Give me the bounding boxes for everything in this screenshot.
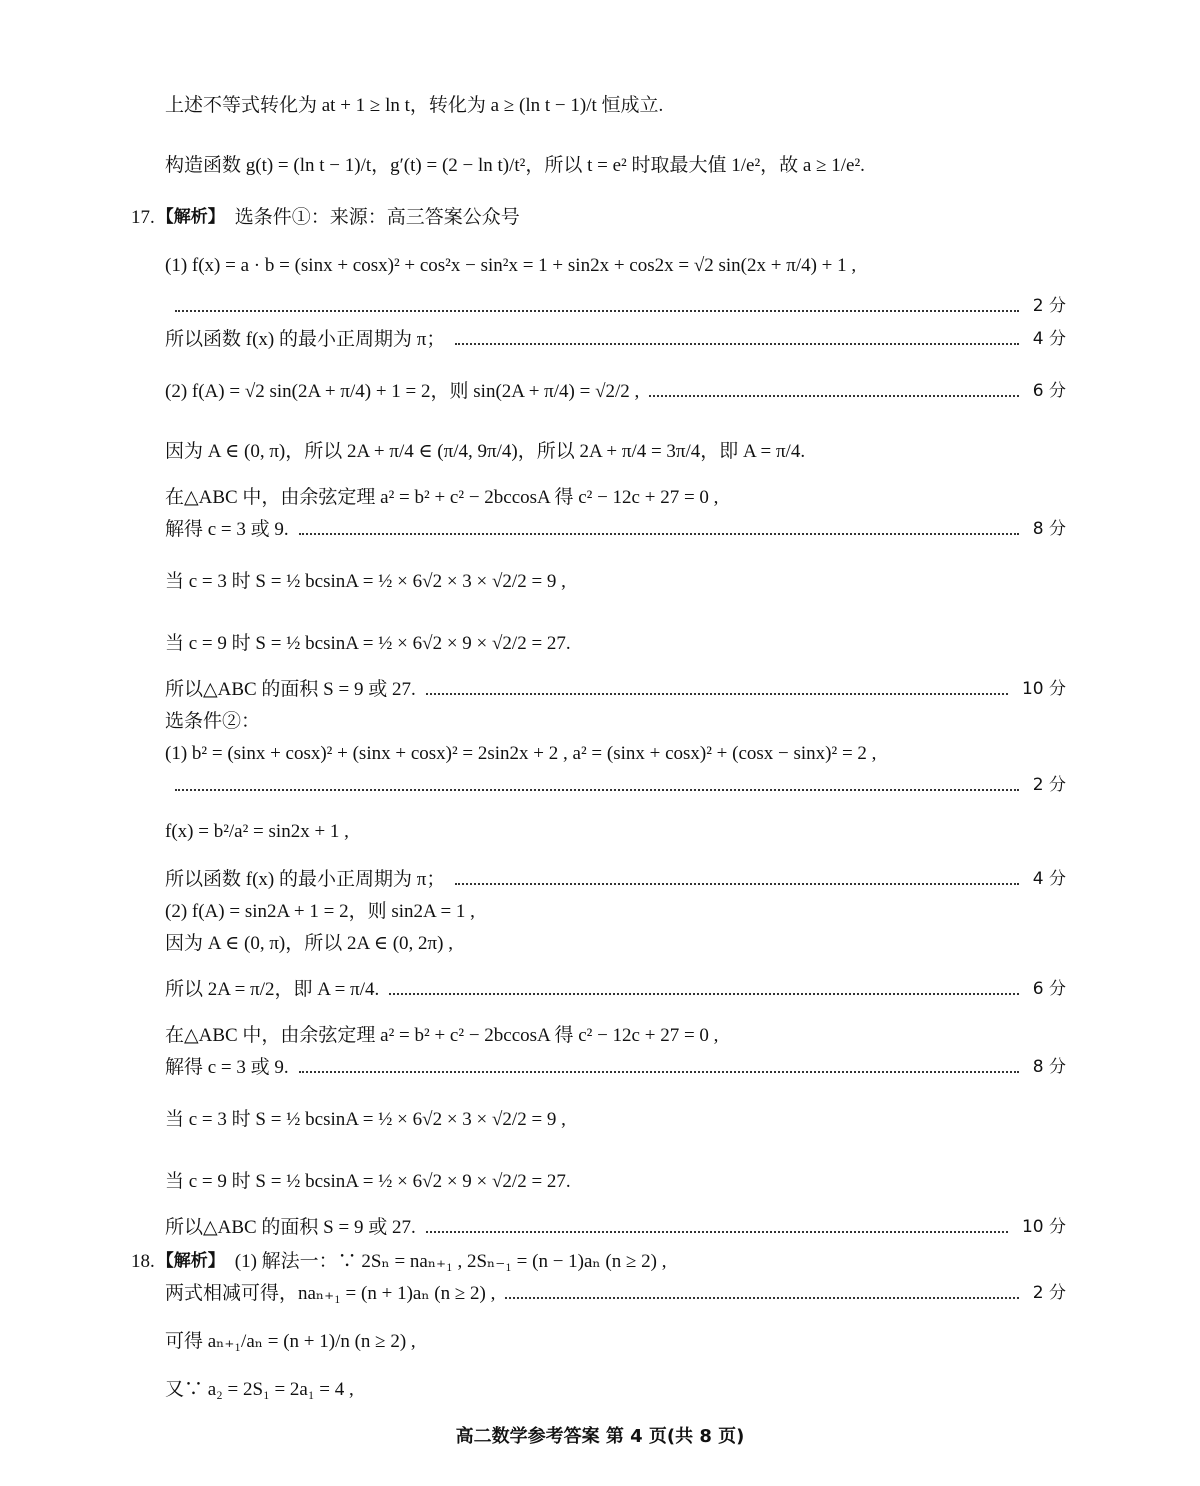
line-text: (1) f(x) = a · b = (sinx + cosx)² + cos²x − sin²x = 1 + sin2x + cos2x = √2 sin(2x + π/4) + 1 , xyxy=(165,255,857,276)
answer-line xyxy=(165,330,1066,349)
score-label: 4 分 xyxy=(1032,329,1066,349)
answer-line xyxy=(165,980,1066,999)
line-text: 解得 c = 3 或 9. xyxy=(165,1057,289,1078)
score-label: 6 分 xyxy=(1032,979,1066,999)
answer-line xyxy=(165,870,1066,889)
answer-line xyxy=(165,634,1066,653)
dot-leader xyxy=(389,992,1018,995)
dot-leader xyxy=(455,342,1018,345)
question-header-line xyxy=(131,1252,1066,1271)
line-text: f(x) = b²/a² = sin2x + 1 , xyxy=(165,821,349,842)
score-label: 2 分 xyxy=(1032,296,1066,316)
line-text: 选条件②： xyxy=(165,711,261,732)
line-text: 所以 2A = π/2，即 A = π/4. xyxy=(165,979,380,1000)
line-text: (1) 解法一：∵ 2Sₙ = naₙ₊₁ , 2Sₙ₋₁ = (n − 1)aₙ (n ≥ 2) , xyxy=(234,1251,667,1272)
answer-line xyxy=(165,96,1066,115)
question-number: 18. xyxy=(131,1251,155,1272)
answer-line xyxy=(165,382,1066,401)
score-label: 10 分 xyxy=(1021,679,1066,699)
answer-line xyxy=(165,744,1066,763)
line-text: 两式相减可得，naₙ₊₁ = (n + 1)aₙ (n ≥ 2) , xyxy=(165,1283,496,1304)
line-text: 可得 aₙ₊₁/aₙ = (n + 1)/n (n ≥ 2) , xyxy=(165,1331,416,1352)
line-text: 在△ABC 中，由余弦定理 a² = b² + c² − 2bccosA 得 c² − 12c + 27 = 0 , xyxy=(165,1025,719,1046)
answer-line xyxy=(165,488,1066,507)
answer-line xyxy=(165,712,1066,731)
line-text: (2) f(A) = √2 sin(2A + π/4) + 1 = 2，则 sin(2A + π/4) = √2/2 , xyxy=(165,381,640,402)
answer-line xyxy=(165,1058,1066,1077)
answer-line xyxy=(165,934,1066,953)
line-text: 又∵ a₂ = 2S₁ = 2a₁ = 4 , xyxy=(165,1379,354,1400)
dot-leader xyxy=(426,692,1008,695)
answer-line xyxy=(165,1026,1066,1045)
line-text: 所以函数 f(x) 的最小正周期为 π； xyxy=(165,329,446,350)
answer-line xyxy=(165,822,1066,841)
line-text: 所以△ABC 的面积 S = 9 或 27. xyxy=(165,679,416,700)
answer-line xyxy=(165,1380,1066,1399)
answer-line xyxy=(165,1110,1066,1129)
line-text: 当 c = 3 时 S = ½ bcsinA = ½ × 6√2 × 3 × √2/2 = 9 , xyxy=(165,1109,566,1130)
line-text: 因为 A ∈ (0, π)，所以 2A ∈ (0, 2π) , xyxy=(165,933,453,954)
dot-leader xyxy=(175,309,1019,312)
answer-line xyxy=(165,777,1066,794)
score-label: 6 分 xyxy=(1032,381,1066,401)
score-label: 2 分 xyxy=(1032,775,1066,795)
line-text: 解得 c = 3 或 9. xyxy=(165,519,289,540)
answer-line xyxy=(165,520,1066,539)
dot-leader xyxy=(299,532,1019,535)
dot-leader xyxy=(505,1296,1018,1299)
analysis-tag: 【解析】 xyxy=(156,207,225,227)
answer-line xyxy=(165,902,1066,921)
line-text: 在△ABC 中，由余弦定理 a² = b² + c² − 2bccosA 得 c² − 12c + 27 = 0 , xyxy=(165,487,719,508)
analysis-tag: 【解析】 xyxy=(156,1251,225,1271)
dot-leader xyxy=(175,788,1019,791)
line-text: 因为 A ∈ (0, π)，所以 2A + π/4 ∈ (π/4, 9π/4)，所以 2A + π/4 = 3π/4，即 A = π/4. xyxy=(165,441,806,462)
answer-line xyxy=(165,1172,1066,1191)
dot-leader xyxy=(649,394,1018,397)
dot-leader xyxy=(299,1070,1019,1073)
line-text: 所以△ABC 的面积 S = 9 或 27. xyxy=(165,1217,416,1238)
answer-line xyxy=(165,442,1066,461)
answer-line xyxy=(165,1332,1066,1351)
answer-line xyxy=(165,572,1066,591)
question-header-line xyxy=(131,208,1066,227)
dot-leader xyxy=(455,882,1018,885)
answer-line xyxy=(165,256,1066,275)
line-text: (2) f(A) = sin2A + 1 = 2，则 sin2A = 1 , xyxy=(165,901,475,922)
score-label: 8 分 xyxy=(1032,1057,1066,1077)
line-text: 当 c = 9 时 S = ½ bcsinA = ½ × 6√2 × 9 × √2/2 = 27. xyxy=(165,1171,571,1192)
score-label: 4 分 xyxy=(1032,869,1066,889)
answer-line xyxy=(165,156,1066,175)
page-footer: 高二数学参考答案 第 4 页(共 8 页) xyxy=(455,1426,745,1447)
answer-line xyxy=(165,298,1066,315)
line-text: 上述不等式转化为 at + 1 ≥ ln t，转化为 a ≥ (ln t − 1)/t 恒成立. xyxy=(165,95,664,116)
line-text: 构造函数 g(t) = (ln t − 1)/t，g′(t) = (2 − ln t)/t²，所以 t = e² 时取最大值 1/e²，故 a ≥ 1/e². xyxy=(165,155,865,176)
question-number: 17. xyxy=(131,207,155,228)
line-text: (1) b² = (sinx + cosx)² + (sinx + cosx)² = 2sin2x + 2 , a² = (sinx + cosx)² + (cosx − sinx)² = 2 , xyxy=(165,743,877,764)
line-text: 选条件①：来源：高三答案公众号 xyxy=(234,207,520,228)
line-text: 所以函数 f(x) 的最小正周期为 π； xyxy=(165,869,446,890)
line-text: 当 c = 9 时 S = ½ bcsinA = ½ × 6√2 × 9 × √2/2 = 27. xyxy=(165,633,571,654)
dot-leader xyxy=(426,1230,1008,1233)
answer-line xyxy=(165,1218,1066,1237)
answer-line xyxy=(165,680,1066,699)
score-label: 8 分 xyxy=(1032,519,1066,539)
answer-line xyxy=(165,1284,1066,1303)
score-label: 10 分 xyxy=(1021,1217,1066,1237)
score-label: 2 分 xyxy=(1032,1283,1066,1303)
line-text: 当 c = 3 时 S = ½ bcsinA = ½ × 6√2 × 3 × √2/2 = 9 , xyxy=(165,571,566,592)
